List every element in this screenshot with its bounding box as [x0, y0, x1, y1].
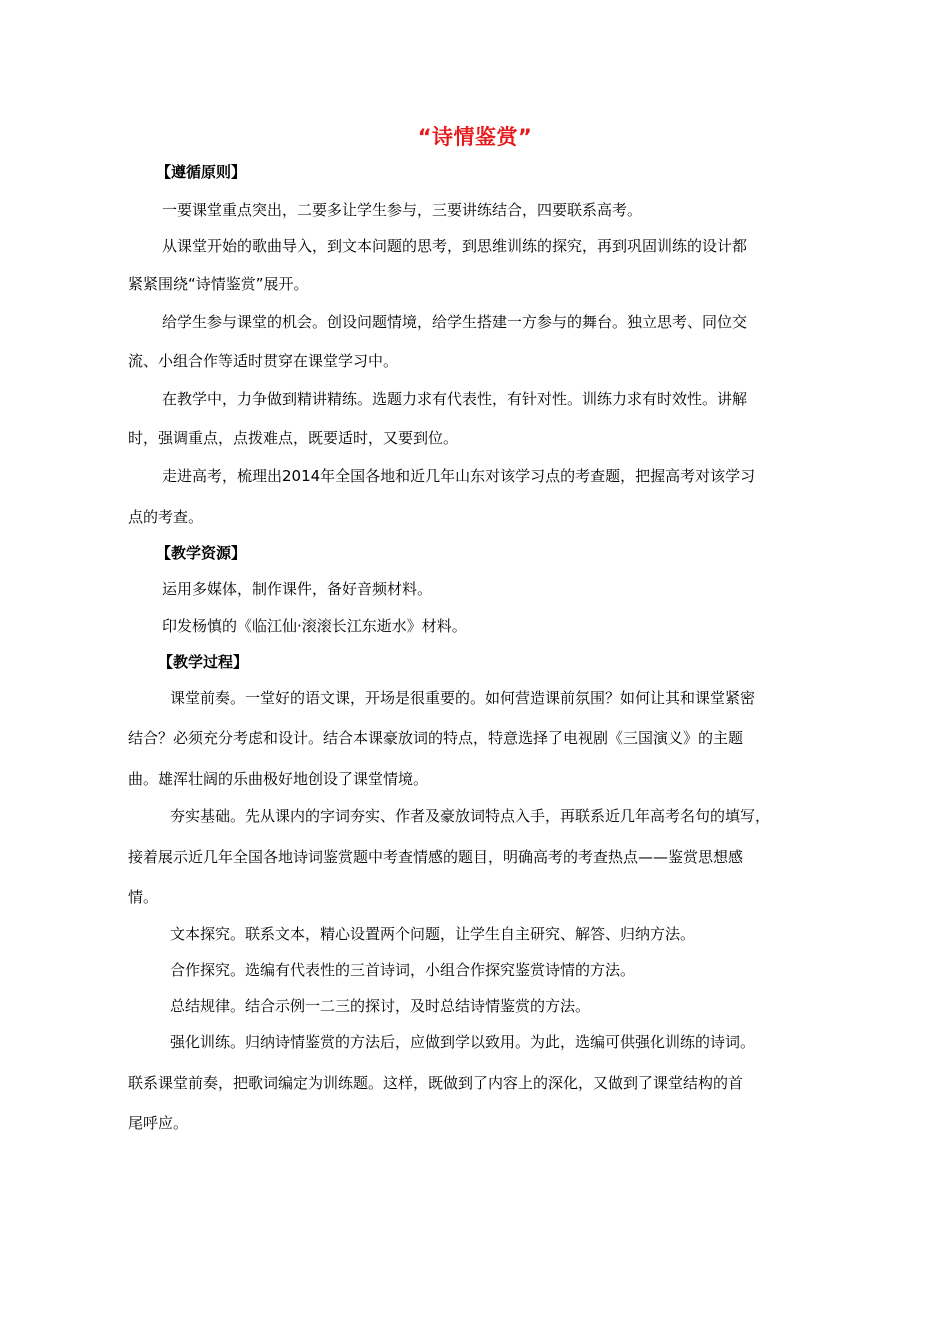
paragraph-line: 印发杨慎的《临江仙·滚滚长江东逝水》材料。 — [162, 617, 467, 635]
paragraph-line: 曲。雄浑壮阔的乐曲极好地创设了课堂情境。 — [128, 770, 429, 788]
section-heading-resources: 【教学资源】 — [156, 544, 247, 562]
paragraph-line: 课堂前奏。一堂好的语文课，开场是很重要的。如何营造课前氛围？如何让其和课堂紧密 — [170, 689, 756, 707]
paragraph-line: 时，强调重点，点拨难点，既要适时，又要到位。 — [128, 429, 459, 447]
paragraph-line: 接着展示近几年全国各地诗词鉴赏题中考查情感的题目，明确高考的考查热点——鉴赏思想感 — [128, 848, 744, 866]
paragraph-line: 夯实基础。先从课内的字词夯实、作者及豪放词特点入手，再联系近几年高考名句的填写， — [170, 807, 771, 825]
paragraph-line: 合作探究。选编有代表性的三首诗词，小组合作探究鉴赏诗情的方法。 — [170, 961, 636, 979]
paragraph-line: 总结规律。结合示例一二三的探讨，及时总结诗情鉴赏的方法。 — [170, 997, 591, 1015]
paragraph-line: 尾呼应。 — [128, 1114, 189, 1132]
paragraph-line: 文本探究。联系文本，精心设置两个问题，让学生自主研究、解答、归纳方法。 — [170, 925, 696, 943]
paragraph-line: 联系课堂前奏，把歌词编定为训练题。这样，既做到了内容上的深化，又做到了课堂结构的首 — [128, 1074, 744, 1092]
paragraph-line: 在教学中，力争做到精讲精练。选题力求有代表性，有针对性。训练力求有时效性。讲解 — [162, 390, 748, 408]
paragraph-line: 强化训练。归纳诗情鉴赏的方法后，应做到学以致用。为此，选编可供强化训练的诗词。 — [170, 1033, 756, 1051]
paragraph-line: 一要课堂重点突出，二要多让学生参与，三要讲练结合，四要联系高考。 — [162, 201, 643, 219]
paragraph-line: 流、小组合作等适时贯穿在课堂学习中。 — [128, 352, 399, 370]
paragraph-line: 运用多媒体，制作课件，备好音频材料。 — [162, 580, 433, 598]
page-title: “诗情鉴赏” — [417, 125, 533, 149]
paragraph-line: 点的考查。 — [128, 508, 204, 526]
section-heading-principles: 【遵循原则】 — [156, 163, 247, 181]
paragraph-line: 结合？必须充分考虑和设计。结合本课豪放词的特点，特意选择了电视剧《三国演义》的主题 — [128, 729, 744, 747]
paragraph-line: 情。 — [128, 888, 159, 906]
paragraph-line: 紧紧围绕“诗情鉴赏”展开。 — [128, 275, 309, 293]
section-heading-process: 【教学过程】 — [158, 653, 249, 671]
paragraph-line: 走进高考，梳理出2014年全国各地和近几年山东对该学习点的考查题，把握高考对该学习 — [162, 467, 756, 485]
paragraph-line: 给学生参与课堂的机会。创设问题情境，给学生搭建一方参与的舞台。独立思考、同位交 — [162, 313, 748, 331]
paragraph-line: 从课堂开始的歌曲导入，到文本问题的思考，到思维训练的探究，再到巩固训练的设计都 — [162, 237, 748, 255]
